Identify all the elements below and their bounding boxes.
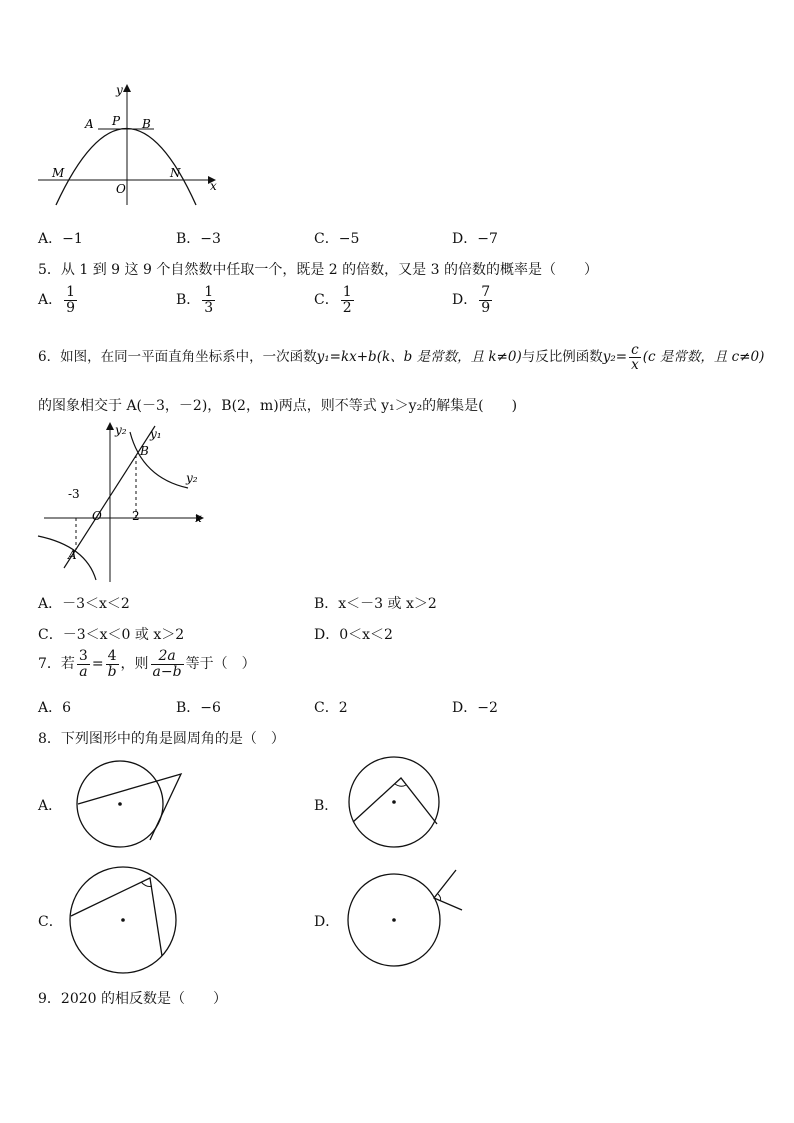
parabola-figure [30,80,230,210]
label-o: O [116,182,126,196]
q5-option-d-fraction: $\frac{7}{9}$ [481,284,491,316]
q6-y2-left: y₂= [602,349,628,366]
q7-option-b[interactable]: B．−6 [176,700,221,716]
q6-y1-def: y₁=kx+b(k、b 是常数，且 k≠0) [316,349,522,366]
q6-label-y2-curve: y₂ [186,471,198,485]
q6-stem-line1 [38,343,764,372]
q5-option-b-label: B． [176,292,201,309]
q5-option-c-fraction: $\frac{1}{2}$ [342,284,352,316]
q6-graph-figure [30,418,220,586]
q6-hyperbola-lower [38,536,96,580]
q6-stem-line2: 的图象相交于 A(－3，－2)，B(2，m)两点，则不等式 y₁＞y₂的解集是( ) [38,398,518,414]
q8-a-center [118,802,122,806]
q5-option-b[interactable] [176,285,217,315]
q7-stem [38,649,256,679]
q8-option-c-label[interactable]: C． [38,914,63,930]
label-b: B [142,117,151,131]
q6-label-2: 2 [132,509,140,523]
q6-label-b: B [140,444,149,458]
q8-figure-b[interactable] [345,752,445,852]
q8-c-center [121,918,125,922]
y-axis-arrow-icon [123,84,131,92]
q6-option-b[interactable]: B．x＜－3 或 x＞2 [314,596,437,612]
q6-stem-a: 6．如图，在同一平面直角坐标系中，一次函数 [38,349,317,366]
q9-stem: 9．2020 的相反数是（ ） [38,991,227,1007]
q8-option-a-label[interactable]: A． [38,798,63,814]
q8-d-center [392,918,396,922]
q8-option-d-label[interactable]: D． [314,914,340,930]
q5-option-c[interactable] [314,285,356,315]
q5-option-c-label: C． [314,292,339,309]
q5-option-d-label: D． [452,292,478,309]
q7-option-d[interactable]: D．−2 [452,700,498,716]
q5-option-a-label: A． [38,292,63,309]
q7-pre: 7．若 [38,656,75,673]
q8-stem: 8．下列图形中的角是圆周角的是（ ） [38,731,285,747]
label-y: y [116,83,123,97]
q8-b-center [392,800,396,804]
q8-d-angle [434,870,462,910]
q6-option-a[interactable]: A．－3＜x＜2 [38,596,130,612]
q6-option-d[interactable]: D．0＜x＜2 [314,627,393,643]
label-p: P [112,114,121,128]
label-a: A [85,117,94,131]
q6-y2-right: (c 是常数，且 c≠0) [642,349,765,366]
q6-label-o: O [92,509,102,523]
q5-option-d[interactable] [452,285,494,315]
label-x: x [210,179,217,193]
q4-option-d[interactable]: D．−7 [452,231,498,247]
q8-b-angle-mark [395,784,406,786]
q8-a-angle [78,774,181,840]
q8-option-b-label[interactable]: B． [314,798,339,814]
q6-option-c[interactable]: C．－3＜x＜0 或 x＞2 [38,627,185,643]
q5-option-a-fraction: $\frac{1}{9}$ [66,284,76,316]
q7-eq: = [91,656,104,673]
q8-figure-a[interactable] [70,760,190,850]
label-m: M [52,166,65,180]
q7-frac-1: $\frac{3}{a}$ [78,648,88,680]
q6-label-a: A [68,548,77,562]
q7-post: 等于（ ） [185,656,256,673]
q6-y-axis-arrow-icon [106,422,114,430]
q8-figure-c[interactable] [68,864,180,976]
q7-frac-2: $\frac{4}{b}$ [107,648,117,680]
q5-option-a[interactable] [38,285,79,315]
q7-mid: ，则 [120,656,149,673]
q4-option-c[interactable]: C．−5 [314,231,360,247]
label-n: N [170,166,181,180]
q8-figure-d[interactable] [342,868,470,972]
q6-label-y1: y₁ [150,427,162,441]
q6-label-y2-top: y₂ [115,423,127,437]
q4-option-a[interactable]: A．−1 [38,231,83,247]
q7-option-c[interactable]: C．2 [314,700,348,716]
q5-stem: 5．从 1 到 9 这 9 个自然数中任取一个，既是 2 的倍数，又是 3 的倍数的概率是（ ） [38,262,598,278]
q8-c-angle [71,878,162,956]
q7-frac-3: $\frac{2a}{a-b}$ [152,648,182,680]
q6-stem-b: 与反比例函数 [521,349,603,366]
q7-option-a[interactable]: A．6 [38,700,72,716]
q4-option-b[interactable]: B．−3 [176,231,221,247]
q6-label-x: x [195,511,202,525]
q6-y2-fraction: $\frac{c}{x}$ [631,342,639,374]
q5-option-b-fraction: $\frac{1}{3}$ [204,284,214,316]
q6-label-minus3: -3 [68,487,80,501]
